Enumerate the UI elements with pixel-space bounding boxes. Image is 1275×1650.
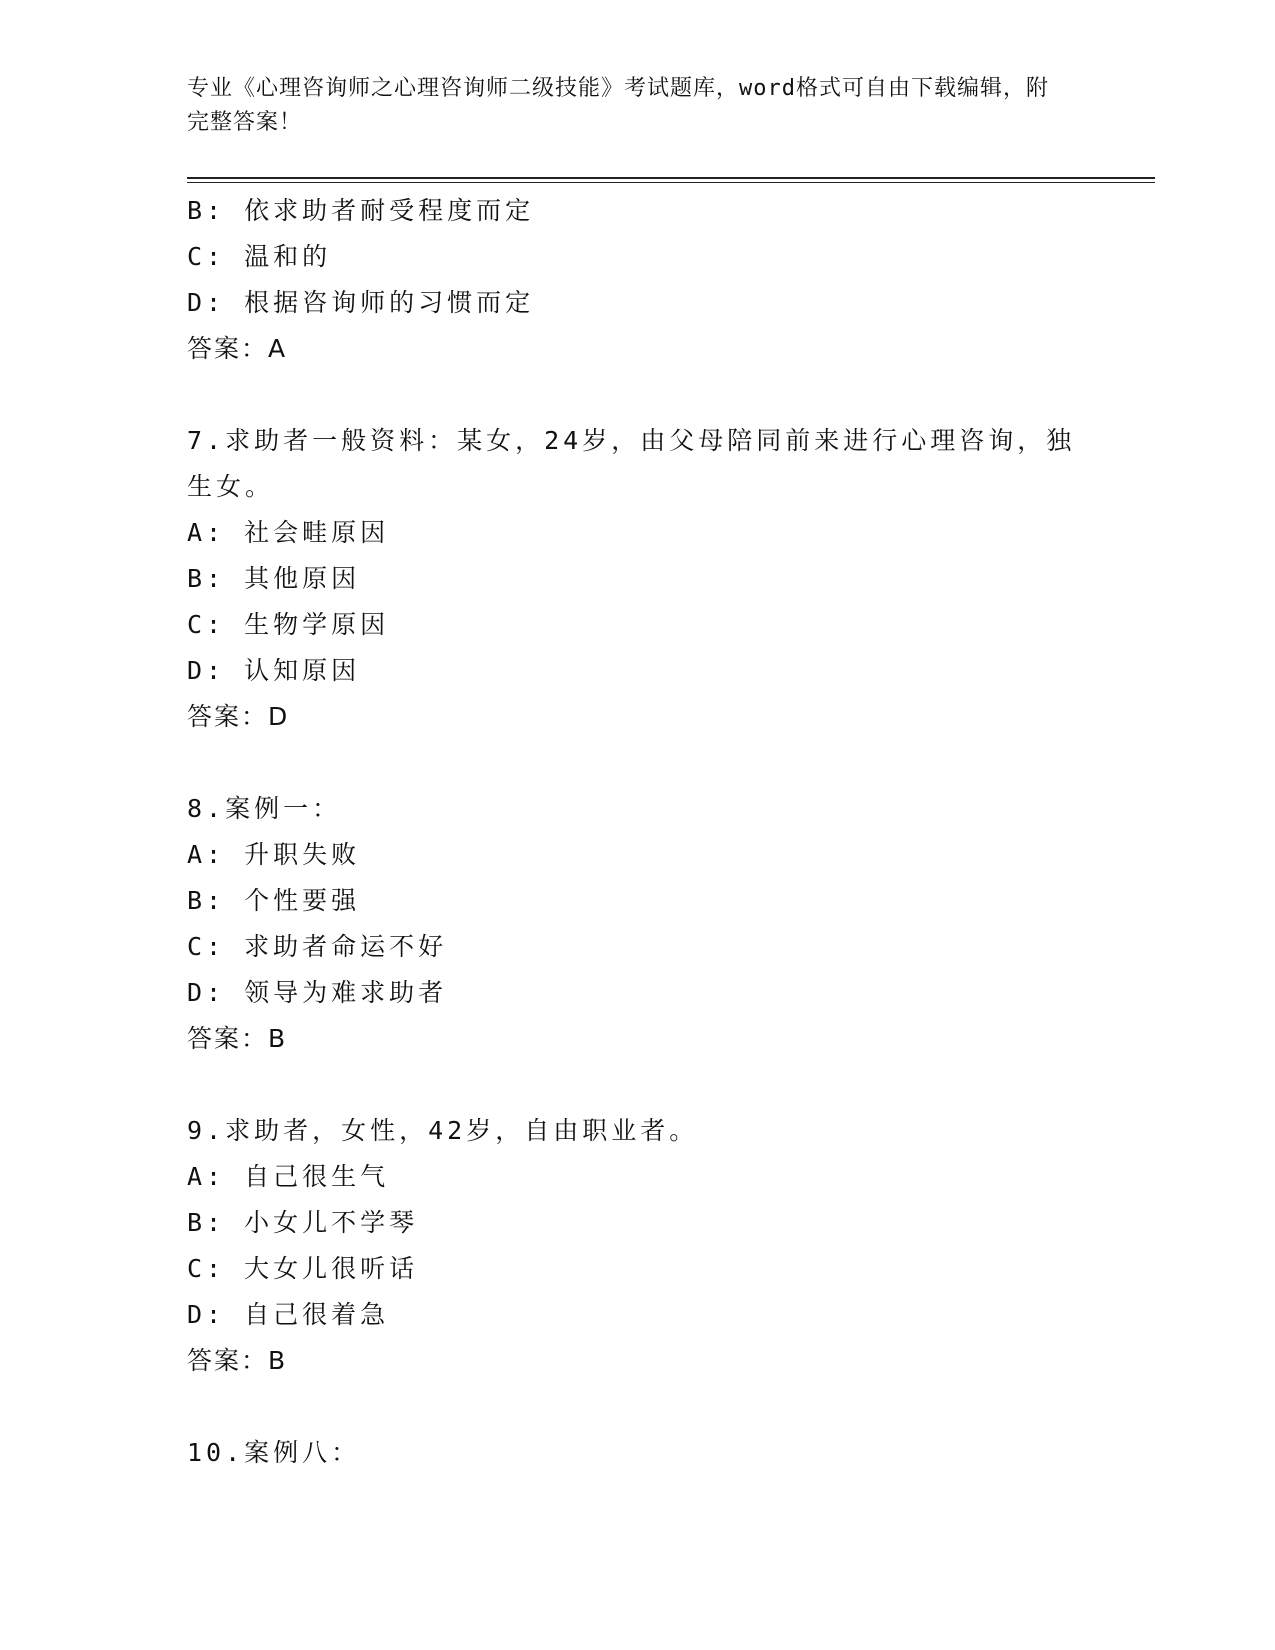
question-7 [187,418,1087,740]
option-b: B: 依求助者耐受程度而定 [187,196,535,225]
answer-line: 答案：A [187,334,288,363]
question-stem: 8.案例一： [187,794,342,823]
document-header: 专业《心理咨询师之心理咨询师二级技能》考试题库，word格式可自由下载编辑，附完整答案！ [187,76,1049,135]
option-b: B: 个性要强 [187,886,361,915]
answer-line: 答案：D [187,702,290,731]
option-b: B: 小女儿不学琴 [187,1208,419,1237]
option-c: C: 温和的 [187,242,332,271]
answer-line: 答案：B [187,1346,288,1375]
option-c: C: 大女儿很听话 [187,1254,419,1283]
question-fragment [187,188,1087,372]
option-d: D: 领导为难求助者 [187,978,448,1007]
question-stem: 9.求助者，女性，42岁，自由职业者。 [187,1116,699,1145]
question-10 [187,1430,1087,1476]
option-b: B: 其他原因 [187,564,361,593]
question-9 [187,1108,1087,1384]
option-a: A: 升职失败 [187,840,361,869]
answer-line: 答案：B [187,1024,288,1053]
option-d: D: 认知原因 [187,656,361,685]
option-c: C: 生物学原因 [187,610,390,639]
header-divider-thin [187,182,1155,183]
header-divider-thick [187,177,1155,179]
question-stem: 7.求助者一般资料：某女，24岁，由父母陪同前来进行心理咨询，独生女。 [187,426,1076,501]
question-8 [187,786,1087,1062]
option-d: D: 自己很着急 [187,1300,390,1329]
question-stem: 10.案例八： [187,1438,361,1467]
option-c: C: 求助者命运不好 [187,932,448,961]
option-a: A: 社会畦原因 [187,518,390,547]
option-d: D: 根据咨询师的习惯而定 [187,288,535,317]
question-list [187,188,1087,1476]
option-a: A: 自己很生气 [187,1162,390,1191]
